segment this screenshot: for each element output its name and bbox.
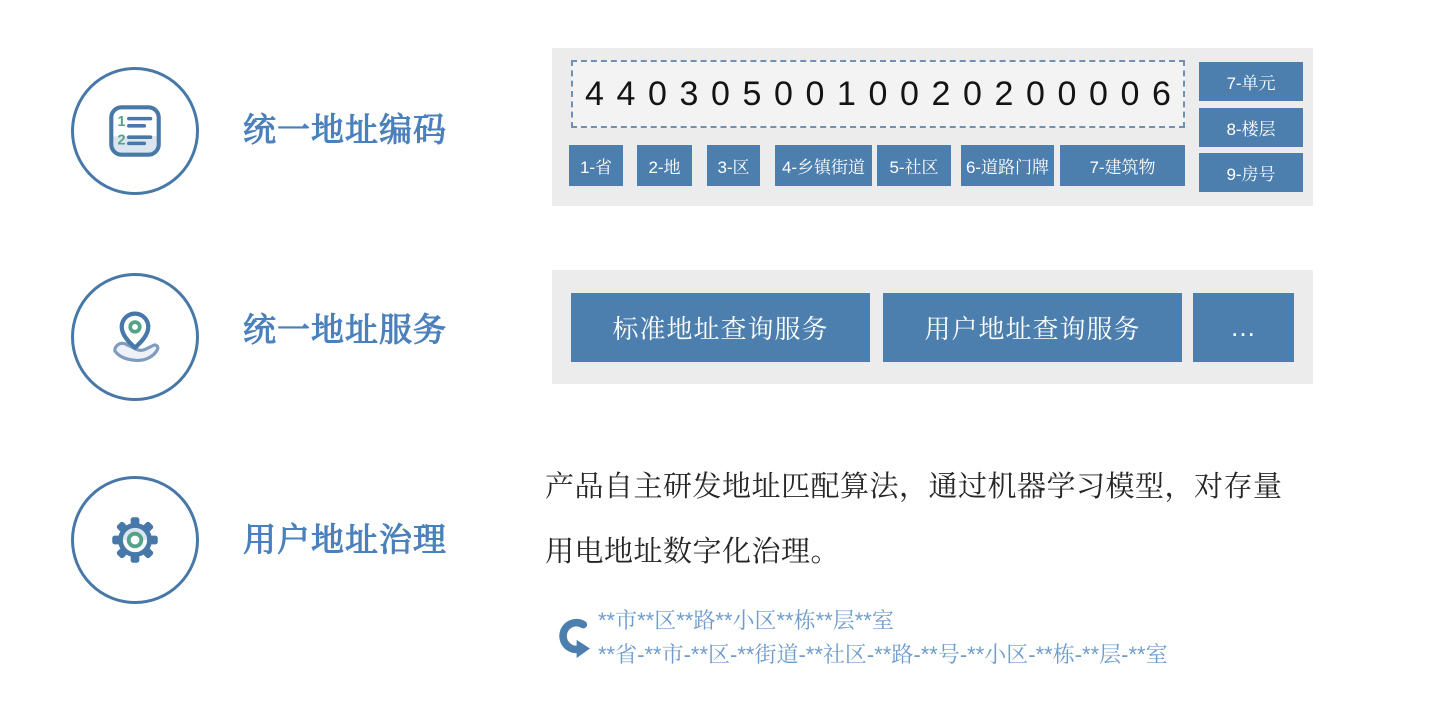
segment-chip-road-number: 6-道路门牌 (961, 145, 1054, 186)
segment-chip-township: 4-乡镇街道 (775, 145, 872, 186)
segment-chip-building: 7-建筑物 (1060, 145, 1185, 186)
location-pin-hand-icon (71, 273, 199, 401)
address-service-panel (552, 270, 1313, 384)
segment-chip-district: 3-区 (707, 145, 760, 186)
code-digit: 4 (616, 75, 636, 113)
address-code-panel (552, 48, 1313, 206)
governance-description (545, 455, 1425, 585)
governance-description-line: 用电地址数字化治理。 (545, 536, 841, 568)
code-digit: 0 (868, 75, 888, 113)
code-digit: 5 (742, 75, 762, 113)
raw-address-example: **市**区**路**小区**栋**层**室 (598, 608, 894, 633)
segment-chip-unit: 7-单元 (1199, 62, 1303, 101)
code-digit: 0 (1057, 75, 1077, 113)
gear-icon-svg (104, 509, 166, 571)
segment-chip-province: 1-省 (569, 145, 623, 186)
gear-icon (71, 476, 199, 604)
more-services-box: ... (1193, 293, 1294, 362)
code-digit: 6 (1152, 75, 1171, 113)
code-digit: 0 (774, 75, 793, 113)
code-digit: 0 (805, 75, 825, 113)
code-digit: 4 (585, 75, 604, 113)
standardized-address-example: **省-**市-**区-**街道-**社区-**路-**号-**小区-**栋-**层-**室 (598, 642, 1168, 667)
svg-text:1: 1 (117, 113, 126, 130)
location-pin-hand-icon-svg (101, 303, 169, 371)
code-digit: 0 (1120, 75, 1140, 113)
governance-description-line: 产品自主研发地址匹配算法，通过机器学习模型，对存量 (545, 471, 1283, 503)
code-digit: 0 (963, 75, 982, 113)
segment-chip-floor: 8-楼层 (1199, 108, 1303, 147)
address-code-digits-box (571, 60, 1185, 128)
code-digit: 0 (1026, 75, 1045, 113)
code-digit: 3 (679, 75, 699, 113)
segment-chip-prefecture: 2-地 (637, 145, 692, 186)
address-example-lines (598, 604, 1168, 672)
code-digit: 2 (931, 75, 951, 113)
code-digit: 0 (648, 75, 667, 113)
segment-chip-community: 5-社区 (877, 145, 951, 186)
standard-address-query-service-box: 标准地址查询服务 (571, 293, 870, 362)
code-digit: 0 (1089, 75, 1108, 113)
user-address-query-service-box: 用户地址查询服务 (883, 293, 1182, 362)
feature-label-address-coding: 统一地址编码 (243, 111, 447, 148)
feature-label-address-governance: 用户地址治理 (243, 521, 447, 558)
code-digit: 0 (711, 75, 730, 113)
code-digit: 0 (900, 75, 919, 113)
address-transform-example (548, 604, 1168, 672)
numbered-list-icon-svg (102, 98, 168, 164)
svg-text:2: 2 (117, 132, 126, 149)
code-digit: 1 (837, 75, 856, 113)
segment-chip-room: 9-房号 (1199, 153, 1303, 192)
code-digit: 2 (994, 75, 1014, 113)
numbered-list-icon (71, 67, 199, 195)
feature-label-address-service: 统一地址服务 (243, 311, 447, 348)
transform-arrow-icon (548, 612, 590, 662)
